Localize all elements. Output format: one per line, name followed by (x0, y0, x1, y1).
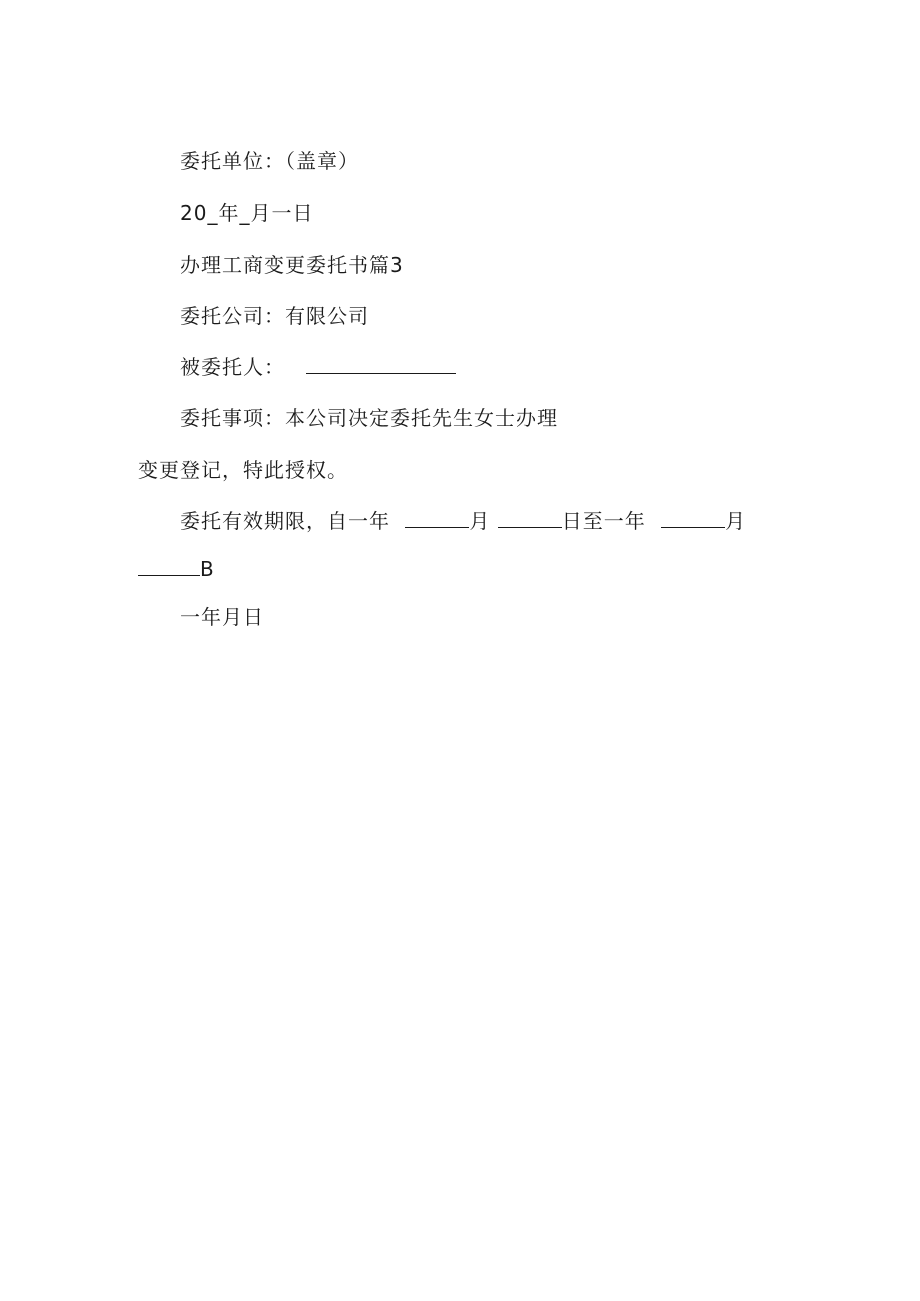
date-text: 20_年_月一日 (180, 201, 314, 225)
validity-prefix: 委托有效期限，自一年 (180, 509, 390, 533)
entrusting-unit-seal-line (180, 149, 359, 173)
entrusting-unit-seal-text: 委托单位：（盖章） (180, 149, 359, 173)
trustee-label: 被委托人： (180, 355, 285, 379)
registration-authorization-line (138, 458, 348, 482)
validity-month-2: 月 (725, 509, 747, 533)
section-heading (180, 253, 404, 277)
trustee-blank (306, 355, 456, 374)
entrusted-matter-text: 委托事项：本公司决定委托先生女士办理 (180, 406, 558, 430)
validity-end-line (138, 557, 215, 581)
entrusting-company-text: 委托公司：有限公司 (180, 304, 369, 328)
entrusted-matter-line (180, 406, 558, 430)
validity-end-blank (138, 557, 200, 576)
date-line (180, 201, 313, 225)
registration-authorization-text: 变更登记，特此授权。 (138, 458, 348, 482)
trustee-line (180, 355, 456, 379)
validity-month-1: 月 (469, 509, 491, 533)
entrusting-company-line (180, 304, 369, 328)
validity-end-text: B (200, 557, 215, 581)
signing-date-line (180, 605, 264, 629)
validity-year-blank-2 (661, 509, 725, 528)
validity-period-line (180, 509, 746, 533)
validity-day-to-year: 日至一年 (561, 509, 646, 533)
signing-date-text: 一年月日 (180, 605, 264, 629)
section-heading-text: 办理工商变更委托书篇3 (180, 253, 404, 277)
validity-day-blank-1 (498, 509, 562, 528)
validity-year-blank-1 (405, 509, 469, 528)
